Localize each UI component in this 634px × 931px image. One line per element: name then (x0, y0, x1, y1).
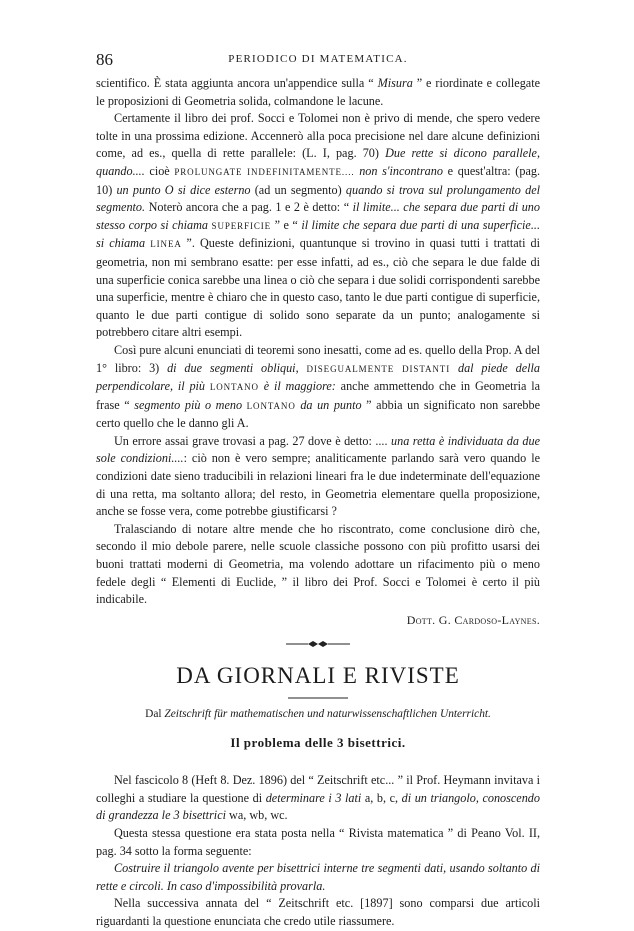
running-title: PERIODICO DI MATEMATICA. (228, 53, 408, 65)
paragraph-4: Un errore assai grave trovasi a pag. 27 dove è detto: .... una retta è individuata da due sole condizioni....: ciò non è vero sempre; analiticamente parlando sarà vero quando le condizioni date sieno traducibili in relazioni lineari fra le due indeterminate dell'equazione di una retta, ma soltanto allora; del resto, in Geometria elementare quella proposizione, anche se fosse vera, come potrebbe giustificarsi ? (96, 433, 540, 519)
paragraph-6: Nel fascicolo 8 (Heft 8. Dez. 1896) del “ Zeitschrift etc... ” il Prof. Heymann invitava i colleghi a studiare la questione di determinare i 3 lati a, b, c, di un triangolo, conoscendo di grandezza le 3 bisettrici wa, wb, wc. (96, 773, 540, 823)
page-number: 86 (96, 50, 113, 69)
paragraph-8: Costruire il triangolo avente per bisettrici interne tre segmenti dati, usando soltanto di rette e circoli. In caso d'impossibilità provarla. (96, 861, 540, 893)
paragraph-3: Così pure alcuni enunciati di teoremi sono inesatti, come ad es. quello della Prop. A del 1° libro: 3) di due segmenti obliqui, DISEGUALMENTE DISTANTI dal piede della perpendicolare, il più LONTANO è il maggiore: anche ammettendo che in Geometria la frase “ segmento più o meno LONTANO da un punto ” abbia un significato non sarebbe certo quello che le danno gli A. (96, 342, 541, 431)
section-rule (96, 690, 540, 700)
paragraph-1: scientifico. È stata aggiunta ancora un'appendice sulla “ Misura ” e riordinate e collegate le proposizioni di Geometria solida, colmandone le lacune. (96, 76, 540, 108)
signature: Dott. G. Cardoso-Laynes. (406, 612, 540, 627)
paragraph-2: Certamente il libro dei prof. Socci e Tolomei non è privo di mende, che spero vedere tolte in una prossima edizione. Accennerò alla poca precisione nel dare alcune definizioni come, ad es., quella di rette parallele: (L. I, pag. 70) Due rette si dicono parallele, quando.... cioè PROLUNGATE INDEFINITAMENTE.... non s'incontrano e quest'altra: (pag. 10) un punto O si dice esterno (ad un segmento) quando si trova sul prolungamento del segmento. Noterò ancora che a pag. 1 e 2 è detto: “ il limite... che separa due parti di uno stesso corpo si chiama SUPERFICIE ” e “ il limite che separa due parti di una superficie... si chiama LINEA ”. Queste definizioni, quantunque si trovino in quasi tutti i trattati di geometria, non mi sembrano esatte: per esse infatti, ad es., ciò che separa le due falde di una superficie conica sarebbe una linea o ciò che separa i due solidi corrispondenti sarebbe una superficie, mentre è chiaro che in questo caso, tanto le due parti contigue di superficie, quanto le due parti contigue di solido sono separate da un punto; analogamente si potrebbero citare altri esempi. (96, 111, 541, 340)
section-title: DA GIORNALI E RIVISTE (176, 662, 460, 688)
page-body (96, 75, 540, 931)
article-subtitle: Il problema delle 3 bisettrici. (230, 735, 406, 751)
paragraph-5: Tralasciando di notare altre mende che ho riscontrato, come conclusione dirò che, secondo il mio debole parere, nelle scuole classiche possono con più profitto usarsi dei buoni trattati moderni di Geometria, ma volendo adottare un rifacimento più o meno fedele degli “ Elementi di Euclide, ” il libro dei Prof. Socci e Tolomei è certo il più indicabile. (96, 521, 540, 607)
paragraph-9: Nella successiva annata del “ Zeitschrift etc. [1897] sono comparsi due articoli riguardanti la questione enunciata che credo utile riassumere. (96, 896, 540, 928)
ornamental-divider (96, 636, 540, 652)
source-line: Dal Zeitschrift für mathematischen und naturwissenschaftlichen Unterricht. (145, 707, 491, 720)
paragraph-7: Questa stessa questione era stata posta nella “ Rivista matematica ” di Peano Vol. II, pag. 34 sotto la forma seguente: (96, 825, 540, 858)
page-header (96, 50, 540, 72)
